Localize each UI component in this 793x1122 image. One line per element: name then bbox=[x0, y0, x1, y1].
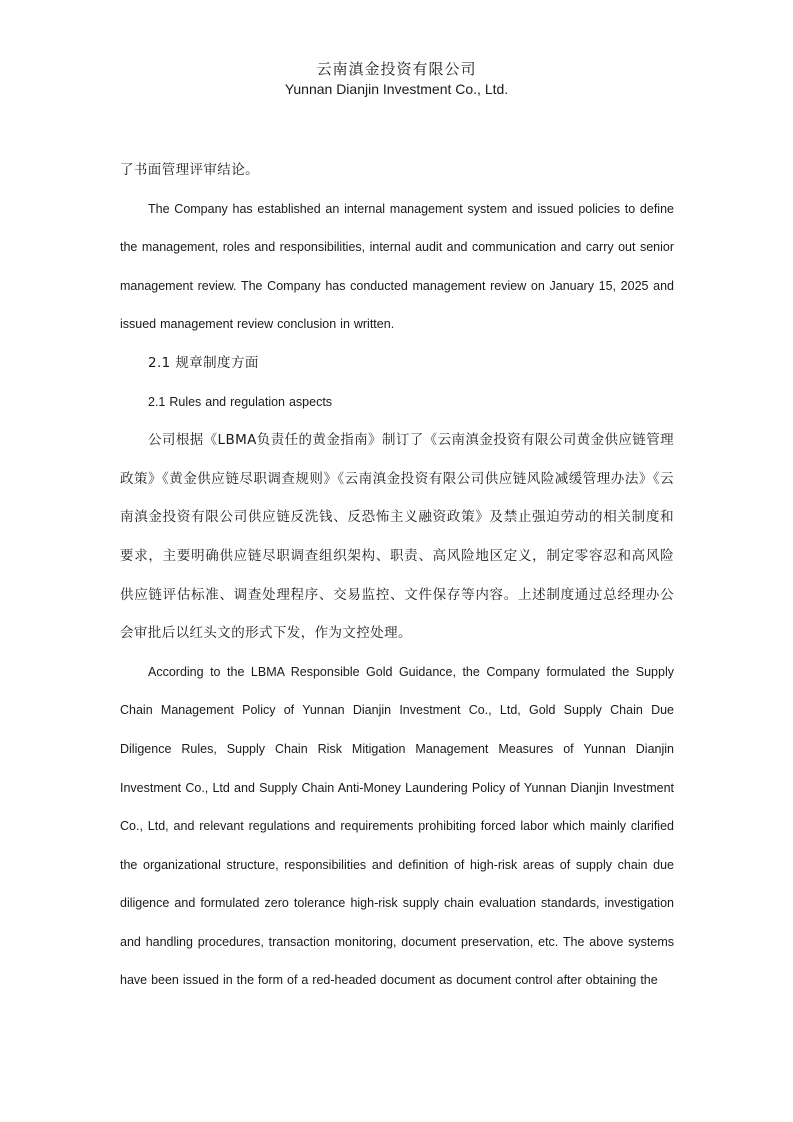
company-name-cn: 云南滇金投资有限公司 bbox=[316, 60, 477, 78]
paragraph-cn-continuation: 了书面管理评审结论。 bbox=[120, 162, 259, 178]
document-body bbox=[120, 151, 674, 1000]
paragraph-rules-cn: 公司根据《LBMA负责任的黄金指南》制订了《云南滇金投资有限公司黄金供应链管理政策》《黄金供应链尽职调查规则》《云南滇金投资有限公司供应链风险减缓管理办法》《云南滇金投资有限公司供应链反洗钱、反恐怖主义融资政策》及禁止强迫劳动的相关制度和要求，主要明确供应链尽职调查组织架构、职责、高风险地区定义，制定零容忍和高风险供应链评估标准、调查处理程序、交易监控、文件保存等内容。上述制度通过总经理办公会审批后以红头文的形式下发，作为文控处理。 bbox=[120, 432, 674, 642]
paragraph-rules-en: According to the LBMA Responsible Gold Guidance, the Company formulated the Supply Chain Management Policy of Yunnan Dianjin Investment Co., Ltd, Gold Supply Chain Due Diligence Rules, Supply Chain Risk Mitigation Management Measures of Yunnan Dianjin Investment Co., Ltd and Supply Chain Anti-Money Laundering Policy of Yunnan Dianjin Investment Co., Ltd, and relevant regulations and requirements prohibiting forced labor which mainly clarified the organizational structure, responsibilities and definition of high-risk areas of supply chain due diligence and formulated zero tolerance high-risk supply chain evaluation standards, investigation and handling procedures, transaction monitoring, document preservation, etc. The above systems have been issued in the form of a red-headed document as document control after obtaining the bbox=[120, 664, 674, 988]
company-name-en: Yunnan Dianjin Investment Co., Ltd. bbox=[284, 81, 509, 97]
paragraph-management-review-en: The Company has established an internal management system and issued policies to define the management, roles and responsibilities, internal audit and communication and carry out senior management review. The Company has conducted management review on January 15, 2025 and issued management review conclusion in written. bbox=[120, 201, 674, 332]
section-heading-2-1-cn: 2.1 规章制度方面 bbox=[148, 354, 259, 371]
section-heading-2-1-en: 2.1 Rules and regulation aspects bbox=[148, 394, 333, 409]
